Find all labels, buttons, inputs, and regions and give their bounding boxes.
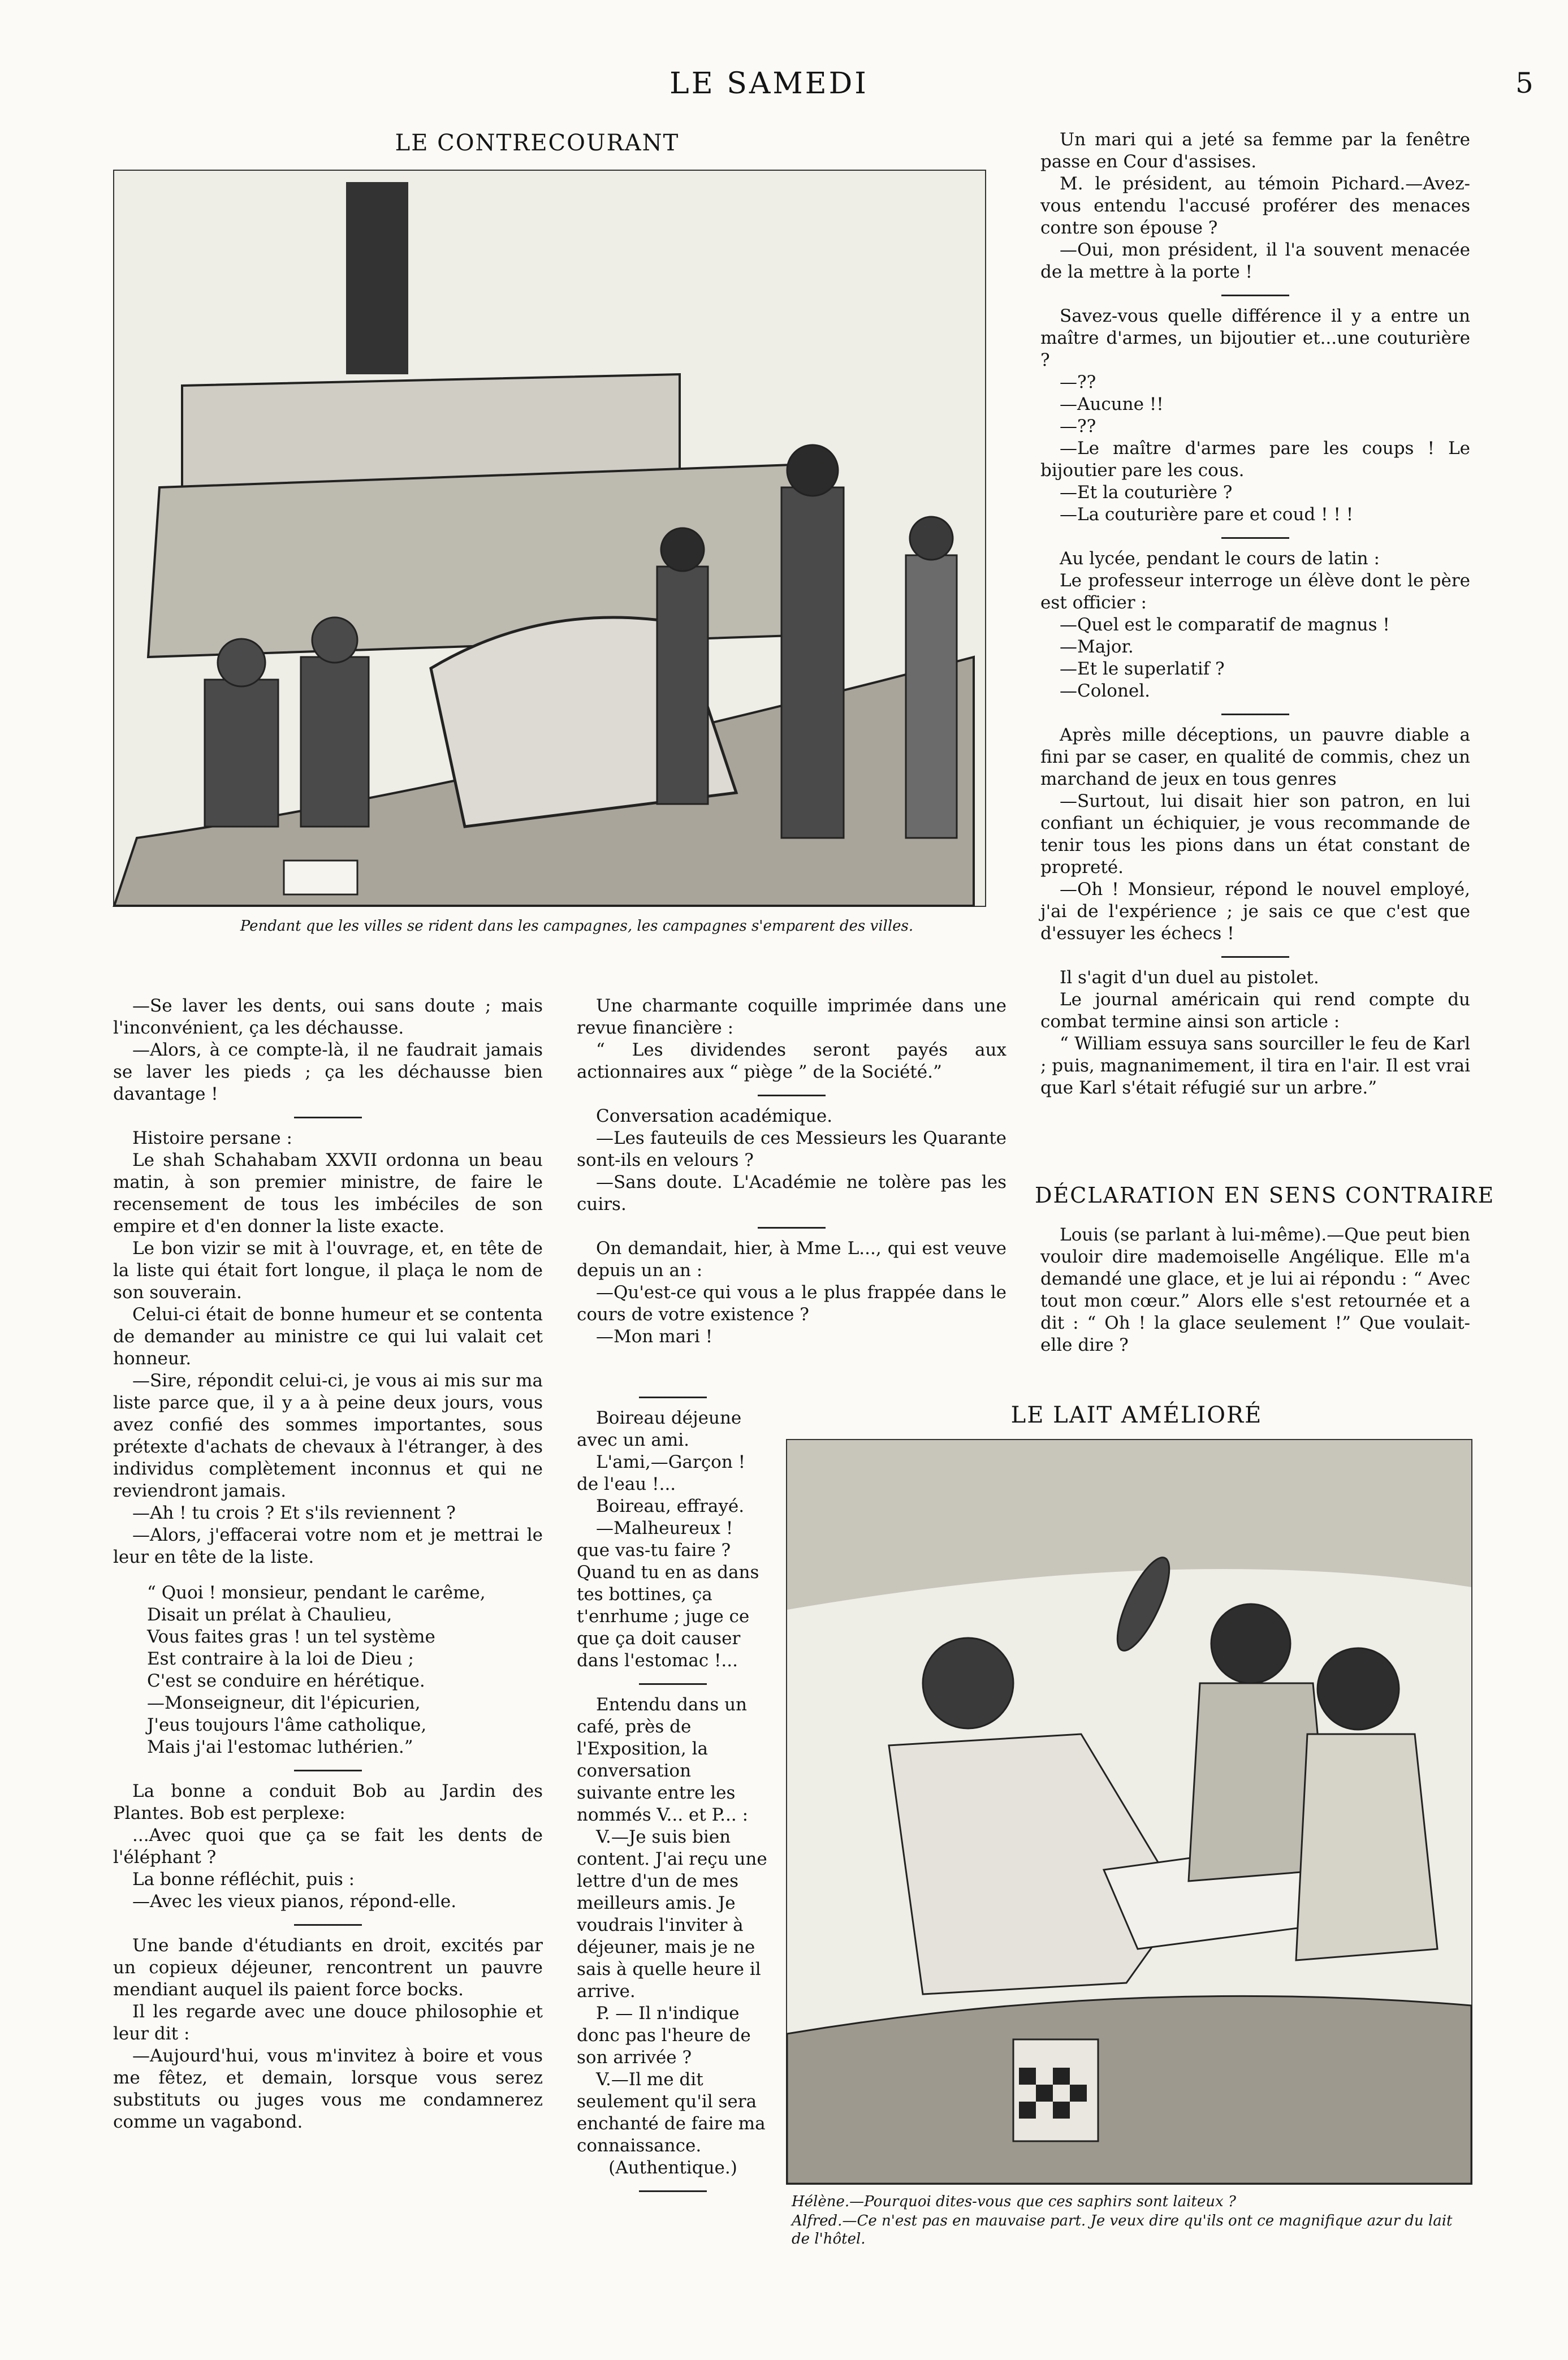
text-paragraph: La bonne réfléchit, puis : [132, 1869, 355, 1890]
text-paragraph: —Alors, j'effacerai votre nom et je mettrai le leur en tête de la liste. [113, 1525, 543, 1567]
poem-block [113, 1582, 543, 1758]
separator-rule [639, 1683, 707, 1685]
text-paragraph: —Et la couturière ? [1060, 482, 1233, 503]
text-paragraph: Le bon vizir se mit à l'ouvrage, et, en tête de la liste qui était fort longue, il plaça le nom de son souverain. [113, 1238, 543, 1303]
poem-line: Mais j'ai l'estomac luthérien.” [147, 1737, 413, 1757]
text-paragraph: —Les fauteuils de ces Messieurs les Quarante sont-ils en velours ? [577, 1128, 1007, 1170]
text-paragraph: —?? [1060, 372, 1096, 392]
separator-rule [1221, 956, 1289, 958]
text-paragraph: —Oh ! Monsieur, répond le nouvel employé, j'ai de l'expérience ; je sais ce que c'est que d'essuyer les échecs ! [1040, 879, 1470, 944]
text-paragraph: “ William essuya sans sourciller le feu de Karl ; puis, magnanimement, il tira en l'air. Il est vrai que Karl s'était réfugié sur un arbre.” [1040, 1034, 1470, 1098]
text-paragraph: —Se laver les dents, oui sans doute ; mais l'inconvénient, ça les déchausse. [113, 996, 543, 1038]
page-number: 5 [1515, 67, 1534, 100]
separator-rule [1221, 537, 1289, 539]
text-paragraph: P. — Il n'indique donc pas l'heure de son arrivée ? [577, 2003, 751, 2068]
poem-line: J'eus toujours l'âme catholique, [147, 1715, 427, 1735]
separator-rule [294, 1117, 362, 1118]
text-paragraph: Savez-vous quelle différence il y a entre un maître d'armes, un bijoutier et...une couturière ? [1040, 306, 1470, 370]
text-paragraph: Louis (se parlant à lui-même).—Que peut bien vouloir dire mademoiselle Angélique. Elle m'a demandé une glace, et je lui ai répondu : “ Avec tout mon cœur.” Alors elle s'est retournée et a dit : “ Oh ! la glace seulement !” Que voulait-elle dire ? [1040, 1225, 1470, 1355]
text-paragraph: Le shah Schahabam XXVII ordonna un beau matin, à son premier ministre, de faire le recensement de tous les imbéciles de son empire et d'en donner la liste exacte. [113, 1150, 543, 1237]
text-paragraph: Une bande d'étudiants en droit, excités par un copieux déjeuner, rencontrent un pauvre mendiant auquel ils paient force bocks. [113, 1935, 543, 2000]
text-paragraph: Il s'agit d'un duel au pistolet. [1060, 967, 1319, 988]
separator-rule [758, 1095, 826, 1096]
text-paragraph: V.—Il me dit seulement qu'il sera enchanté de faire ma connaissance. [577, 2069, 766, 2156]
text-paragraph: —Et le superlatif ? [1060, 659, 1225, 679]
text-paragraph: —Sire, répondit celui-ci, je vous ai mis sur ma liste parce que, il y a à peine deux jours, vous avez confié des sommes importantes, sous prétexte d'achats de chevaux à l'étranger, à des individus complètement inconnus et qui ne reviendront jamais. [113, 1371, 543, 1501]
text-paragraph: —?? [1060, 416, 1096, 436]
poem-line: Vous faites gras ! un tel système [147, 1627, 435, 1647]
poem-line: C'est se conduire en hérétique. [147, 1671, 425, 1691]
text-paragraph: V.—Je suis bien content. J'ai reçu une lettre d'un de mes meilleurs amis. Je voudrais l'inviter à déjeuner, mais je ne sais à quelle heure il arrive. [577, 1827, 767, 2002]
text-paragraph: Le professeur interroge un élève dont le père est officier : [1040, 570, 1470, 613]
text-paragraph: —Avec les vieux pianos, répond-elle. [132, 1891, 457, 1912]
text-paragraph: Le journal américain qui rend compte du combat termine ainsi son article : [1040, 989, 1470, 1032]
text-paragraph: Un mari qui a jeté sa femme par la fenêtre passe en Cour d'assises. [1040, 129, 1470, 172]
separator-rule [758, 1227, 826, 1229]
poem-line: “ Quoi ! monsieur, pendant le carême, [147, 1583, 486, 1603]
illustration-contrecourant [113, 170, 986, 907]
text-paragraph: On demandait, hier, à Mme L..., qui est veuve depuis un an : [577, 1238, 1007, 1281]
text-paragraph: Celui-ci était de bonne humeur et se contenta de demander au ministre ce qui lui valait cet honneur. [113, 1304, 543, 1369]
text-paragraph: —Aucune !! [1060, 394, 1164, 414]
text-paragraph: La bonne a conduit Bob au Jardin des Plantes. Bob est perplexe: [113, 1781, 543, 1823]
text-paragraph: —Le maître d'armes pare les coups ! Le bijoutier pare les cous. [1040, 438, 1470, 481]
separator-rule [294, 1770, 362, 1771]
text-paragraph: ...Avec quoi que ça se fait les dents de l'éléphant ? [113, 1825, 543, 1868]
separator-rule [639, 1397, 707, 1398]
text-paragraph: —Malheureux ! que vas-tu faire ? Quand tu en as dans tes bottines, ça t'enrhume ; juge ce que ça doit causer dans l'estomac !... [577, 1518, 759, 1671]
ferry-boat-engraving [114, 171, 985, 906]
separator-rule [294, 1924, 362, 1926]
text-paragraph: —Qu'est-ce qui vous a le plus frappée dans le cours de votre existence ? [577, 1282, 1007, 1325]
column-left [113, 995, 543, 2250]
section-title-declaration: DÉCLARATION EN SENS CONTRAIRE [1035, 1183, 1495, 1208]
column-declaration [1040, 1224, 1470, 1377]
column-middle [577, 995, 1007, 1385]
caption-lait-line-1: Hélène.—Pourquoi dites-vous que ces saphirs sont laiteux ? [792, 2193, 1236, 2210]
illustration-lait [786, 1439, 1472, 2185]
caption-contrecourant: Pendant que les villes se rident dans les campagnes, les campagnes s'emparent des villes. [240, 918, 914, 935]
text-paragraph: —Sans doute. L'Académie ne tolère pas les cuirs. [577, 1172, 1007, 1214]
text-paragraph: —Quel est le comparatif de magnus ! [1060, 615, 1390, 635]
text-paragraph: Au lycée, pendant le cours de latin : [1060, 548, 1380, 569]
poem-line: Est contraire à la loi de Dieu ; [147, 1649, 414, 1669]
section-title-contrecourant: LE CONTRECOURANT [395, 130, 680, 156]
caption-lait-line-2: Alfred.—Ce n'est pas en mauvaise part. Je veux dire qu'ils ont ce magnifique azur du lait de l'hôtel. [792, 2212, 1453, 2247]
text-paragraph: Boireau déjeune avec un ami. [577, 1408, 742, 1450]
separator-rule [639, 2190, 707, 2192]
text-paragraph: —Colonel. [1060, 681, 1151, 701]
page-header-title: LE SAMEDI [669, 67, 869, 101]
text-paragraph: —Aujourd'hui, vous m'invitez à boire et vous me fêtez, et demain, lorsque vous serez substituts ou juges vous me condamnerez comme un vagabond. [113, 2046, 543, 2132]
text-paragraph: Boireau, effrayé. [596, 1496, 745, 1516]
column-middle-narrow [577, 1397, 769, 2245]
text-paragraph: —La couturière pare et coud ! ! ! [1060, 504, 1354, 525]
text-paragraph: (Authentique.) [608, 2158, 737, 2178]
text-paragraph: —Oui, mon président, il l'a souvent menacée de la mettre à la porte ! [1040, 240, 1470, 282]
text-paragraph: Conversation académique. [596, 1106, 833, 1126]
text-paragraph: —Alors, à ce compte-là, il ne faudrait jamais se laver les pieds ; ça les déchausse bien davantage ! [113, 1040, 543, 1104]
section-title-lait: LE LAIT AMÉLIORÉ [1010, 1402, 1263, 1428]
text-paragraph: Entendu dans un café, près de l'Exposition, la conversation suivante entre les nommés V... et P... : [577, 1695, 749, 1825]
text-paragraph: —Surtout, lui disait hier son patron, en lui confiant un échiquier, je vous recommande de tenir tous les pions dans un état constant de propreté. [1040, 791, 1470, 878]
text-paragraph: —Ah ! tu crois ? Et s'ils reviennent ? [132, 1503, 456, 1523]
garden-scene-engraving [787, 1440, 1471, 2184]
text-paragraph: Une charmante coquille imprimée dans une revue financière : [577, 996, 1007, 1038]
separator-rule [1221, 714, 1289, 715]
text-paragraph: M. le président, au témoin Pichard.—Avez-vous entendu l'accusé proférer des menaces contre son épouse ? [1040, 174, 1470, 238]
separator-rule [1221, 295, 1289, 296]
text-paragraph: L'ami,—Garçon ! de l'eau !... [577, 1452, 746, 1494]
text-paragraph: —Major. [1060, 637, 1134, 657]
poem-line: Disait un prélat à Chaulieu, [147, 1605, 392, 1625]
text-paragraph: Il les regarde avec une douce philosophie et leur dit : [113, 2002, 543, 2044]
text-paragraph: —Mon mari ! [596, 1326, 713, 1347]
text-paragraph: Après mille déceptions, un pauvre diable a fini par se caser, en qualité de commis, chez un marchand de jeux en tous genres [1040, 725, 1470, 789]
poem-line: —Monseigneur, dit l'épicurien, [147, 1693, 421, 1713]
text-paragraph: Histoire persane : [132, 1128, 292, 1148]
column-right-top [1040, 129, 1470, 1098]
text-paragraph: “ Les dividendes seront payés aux actionnaires aux “ piège ” de la Société.” [577, 1040, 1007, 1082]
